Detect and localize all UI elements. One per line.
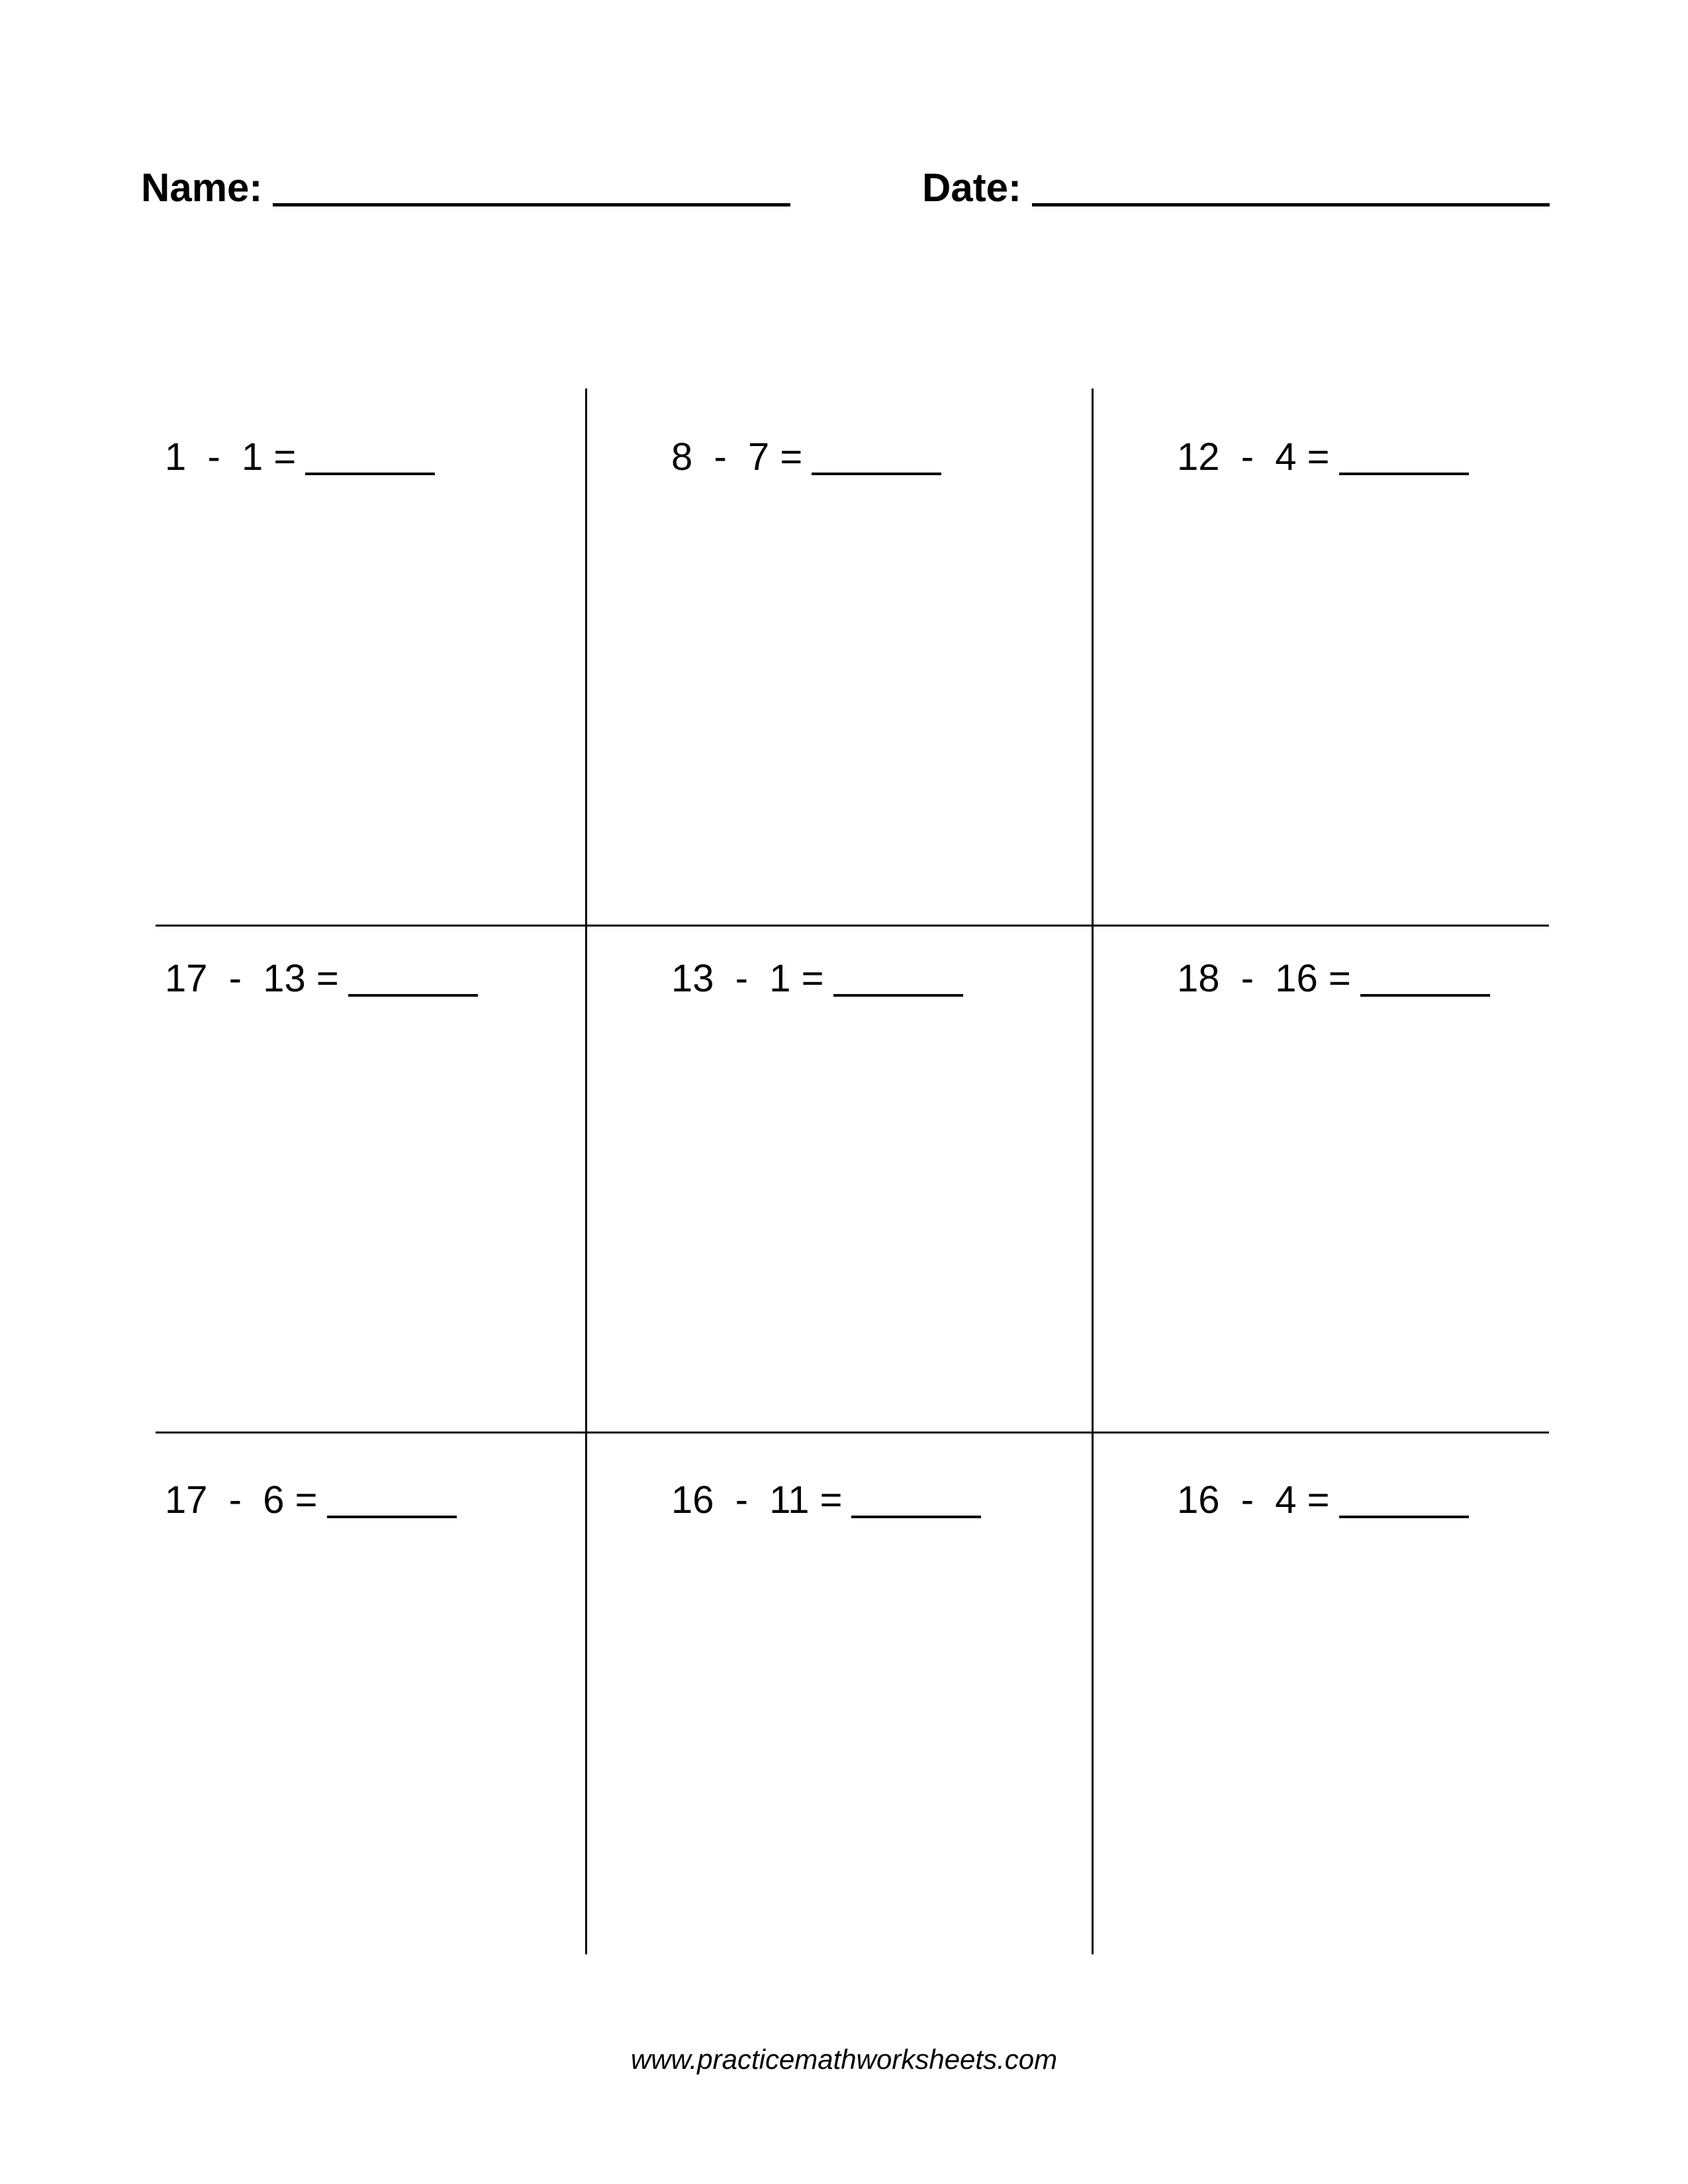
problem-expression: 16 - 11 = [671, 1479, 843, 1522]
problem-expression: 16 - 4 = [1177, 1479, 1330, 1522]
date-field[interactable] [922, 165, 1550, 210]
problem-expression: 18 - 16 = [1177, 957, 1351, 1000]
answer-line[interactable] [851, 1516, 981, 1518]
problem-8 [671, 1481, 981, 1520]
answer-line[interactable] [812, 473, 941, 475]
problem-expression: 17 - 13 = [165, 957, 339, 1000]
footer-url: www.practicemathworksheets.com [630, 2044, 1058, 2075]
problem-4 [165, 957, 478, 1000]
problem-3 [1177, 435, 1469, 478]
answer-line[interactable] [327, 1516, 457, 1518]
problem-expression: 13 - 1 = [671, 957, 824, 1000]
grid-divider-horizontal-bottom [156, 1432, 1549, 1433]
date-label: Date: [922, 165, 1022, 210]
answer-line[interactable] [1339, 473, 1469, 475]
problem-6 [1177, 957, 1490, 1000]
answer-line[interactable] [1360, 994, 1490, 997]
problem-9 [1177, 1481, 1469, 1520]
answer-line[interactable] [305, 473, 435, 475]
problem-expression: 12 - 4 = [1177, 435, 1330, 478]
grid-divider-horizontal-top [156, 925, 1549, 927]
problem-2 [671, 435, 941, 478]
answer-line[interactable] [833, 994, 963, 997]
problem-7 [165, 1481, 457, 1520]
answer-line[interactable] [348, 994, 478, 997]
problem-expression: 8 - 7 = [671, 435, 803, 478]
problem-expression: 17 - 6 = [165, 1479, 318, 1522]
answer-line[interactable] [1339, 1516, 1469, 1518]
problem-expression: 1 - 1 = [165, 435, 297, 478]
problem-5 [671, 957, 963, 1000]
name-input-line[interactable] [273, 203, 790, 206]
grid-divider-vertical-right [1092, 388, 1094, 1954]
grid-divider-vertical-left [585, 388, 587, 1954]
date-input-line[interactable] [1032, 203, 1550, 206]
name-label: Name: [141, 165, 263, 210]
name-field[interactable] [141, 165, 790, 210]
problem-1 [165, 435, 435, 478]
